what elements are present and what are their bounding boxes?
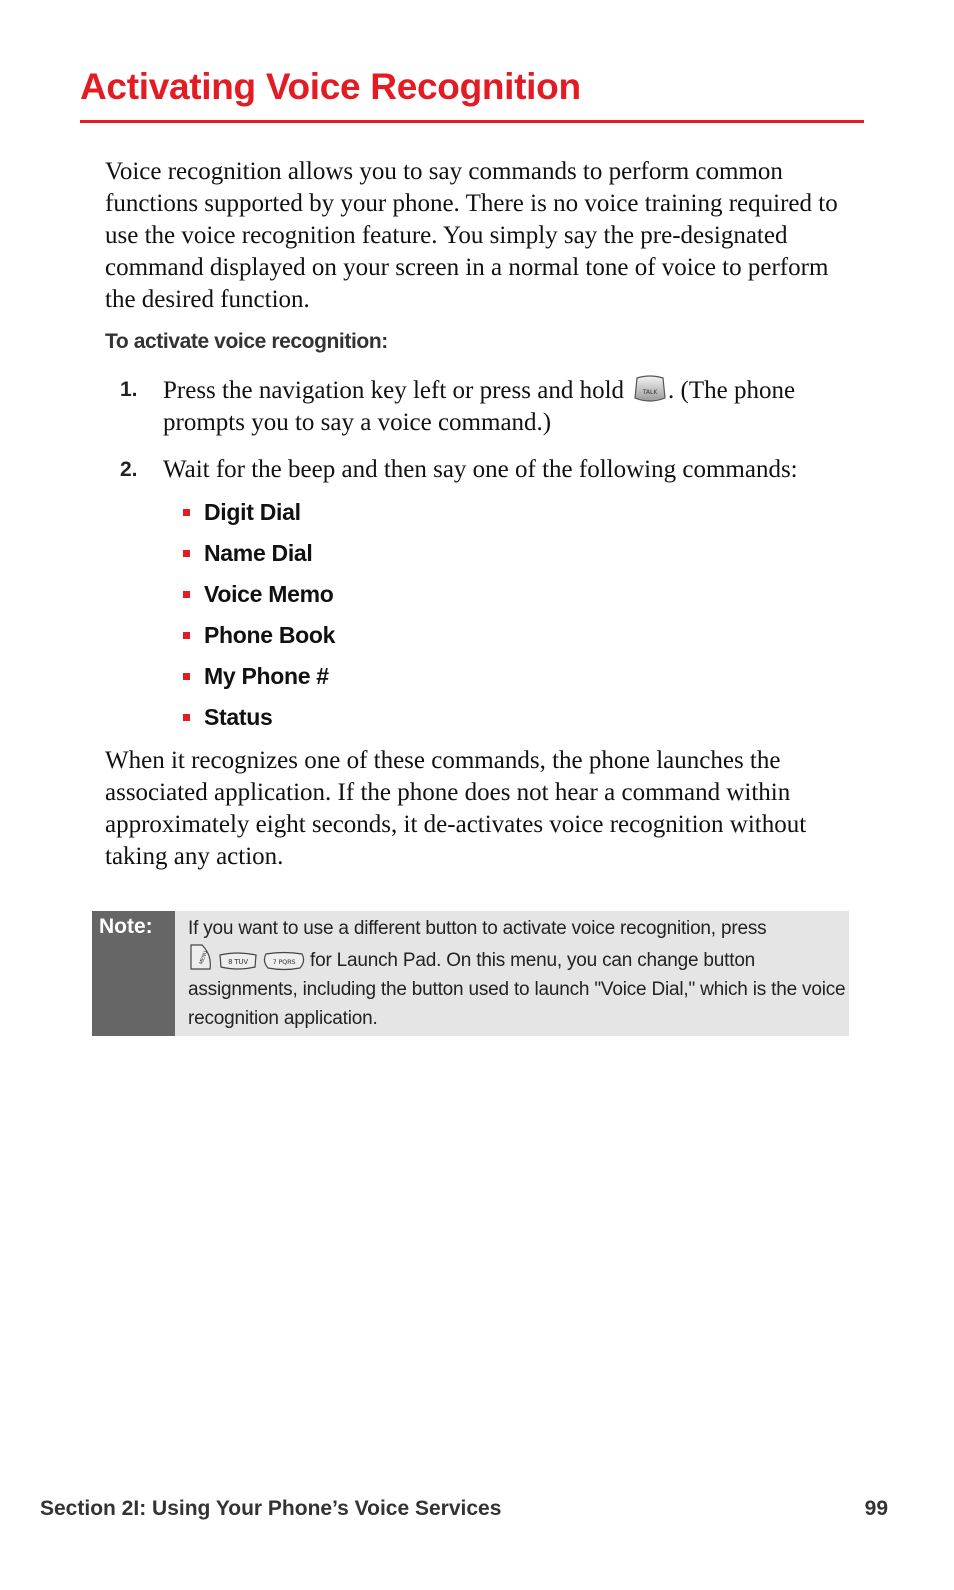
intro-paragraph: Voice recognition allows you to say commands to perform common functions supported by your phone. There is no voice training required to use the voice recognition feature. You simply say the pre-designated command displayed on your screen in a normal tone of voice to perform the desired function. (105, 158, 838, 313)
command-label: Status (204, 704, 273, 730)
command-label: Phone Book (204, 622, 336, 648)
note-text-before: If you want to use a different button to activate voice recognition, press (188, 918, 767, 939)
bullet-icon (183, 509, 190, 516)
footer-section-title: Section 2I: Using Your Phone’s Voice Services (40, 1497, 502, 1520)
talk-key-icon (634, 374, 666, 404)
note-text-after: for Launch Pad. On this menu, you can change button assignments, including the button used to launch "Voice Dial," which is the voice recognition application. (188, 950, 846, 1029)
step-text (163, 374, 863, 439)
command-label: My Phone # (204, 663, 329, 689)
step-text-before: Press the navigation key left or press and hold (163, 377, 625, 404)
step-number: 2. (120, 458, 138, 481)
eight-tuv-key-label: 8 TUV (228, 958, 248, 966)
step-text: Wait for the beep and then say one of the following commands: (163, 456, 798, 483)
bullet-icon (183, 714, 190, 721)
closing-paragraph: When it recognizes one of these commands, the phone launches the associated application. If the phone does not hear a command within approximately eight seconds, it de-activates voice recognition without taking any action. (105, 747, 807, 870)
menu-key-icon (188, 943, 214, 971)
step-number: 1. (120, 378, 138, 401)
seven-pqrs-key-label: 7 PQRS (272, 958, 296, 966)
menu-key-label: MENU (198, 950, 209, 966)
note-label-panel (92, 911, 175, 1036)
note-box (92, 911, 849, 1036)
bullet-icon (183, 632, 190, 639)
note-label: Note: (99, 915, 153, 938)
bullet-icon (183, 591, 190, 598)
eight-tuv-key-icon (218, 951, 258, 971)
procedure-heading: To activate voice recognition: (105, 330, 388, 353)
list-item (183, 537, 335, 578)
list-item (183, 660, 335, 701)
bullet-icon (183, 550, 190, 557)
page-number: 99 (864, 1497, 888, 1520)
seven-pqrs-key-icon (262, 951, 306, 971)
list-item (183, 619, 335, 660)
list-item (183, 496, 335, 537)
command-label: Voice Memo (204, 581, 334, 607)
list-item (183, 701, 335, 742)
command-label: Name Dial (204, 540, 313, 566)
page-title: Activating Voice Recognition (80, 66, 581, 107)
command-list (183, 496, 335, 742)
list-item (183, 578, 335, 619)
step-text-after: . (The phone prompts you to say a voice command.) (163, 377, 796, 436)
bullet-icon (183, 673, 190, 680)
title-rule (80, 120, 864, 123)
command-label: Digit Dial (204, 499, 301, 525)
note-text (188, 914, 848, 1033)
note-body (175, 911, 849, 1036)
talk-key-label: TALK (642, 389, 658, 396)
